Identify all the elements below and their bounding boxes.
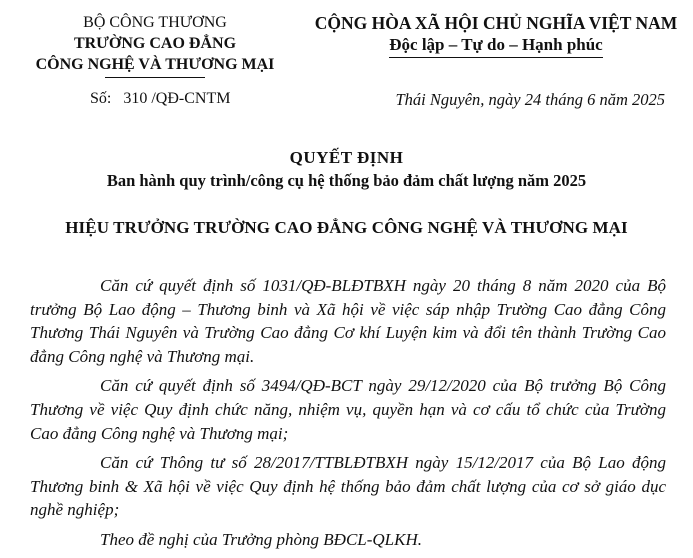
document-body <box>30 274 666 558</box>
document-number-label: Số: <box>90 90 112 107</box>
agency-underline <box>105 77 205 78</box>
national-header-block <box>300 12 692 58</box>
issuing-authority: HIỆU TRƯỞNG TRƯỜNG CAO ĐẲNG CÔNG NGHỆ VÀ THƯƠNG MẠI <box>65 218 628 237</box>
school-name-line1: TRƯỜNG CAO ĐẲNG <box>73 35 237 52</box>
document-title: QUYẾT ĐỊNH <box>289 148 404 167</box>
legal-basis-paragraph-3: Căn cứ Thông tư số 28/2017/TTBLĐTBXH ngày 15/12/2017 của Bộ Lao động Thương binh & Xã hội về việc Quy định hệ thống bảo đảm chất lượng của cơ sở giáo dục nghề nghiệp; <box>30 453 666 520</box>
school-name-line2: CÔNG NGHỆ VÀ THƯƠNG MẠI <box>35 56 275 73</box>
legal-basis-paragraph-1: Căn cứ quyết định số 1031/QĐ-BLĐTBXH ngày 20 tháng 8 năm 2020 của Bộ trưởng Bộ Lao động – Thương binh và Xã hội về việc sáp nhập Trường Cao đẳng Công Thương Thái Nguyên và Trường Cao đẳng Cơ khí Luyện kim và đổi tên thành Trường Cao đẳng Công nghệ và Thương mại. <box>30 276 666 366</box>
place-and-date: Thái Nguyên, ngày 24 tháng 6 năm 2025 <box>395 90 665 109</box>
issuing-agency-block <box>30 12 280 78</box>
nation-name: CỘNG HÒA XÃ HỘI CHỦ NGHĨA VIỆT NAM <box>314 13 678 33</box>
document-number-value: 310 /QĐ-CNTM <box>123 90 231 107</box>
legal-basis-paragraph-2: Căn cứ quyết định số 3494/QĐ-BCT ngày 29/12/2020 của Bộ trưởng Bộ Công Thương về việc Quy định chức năng, nhiệm vụ, quyền hạn và cơ cấu tổ chức của Trường Cao đẳng Công nghệ và Thương mại; <box>30 376 666 443</box>
ministry-name: BỘ CÔNG THƯƠNG <box>83 14 227 31</box>
proposal-paragraph: Theo đề nghị của Trưởng phòng BĐCL-QLKH. <box>100 529 423 549</box>
document-number <box>90 90 230 108</box>
national-motto: Độc lập – Tự do – Hạnh phúc <box>389 34 602 58</box>
document-subtitle: Ban hành quy trình/công cụ hệ thống bảo đảm chất lượng năm 2025 <box>106 171 587 190</box>
